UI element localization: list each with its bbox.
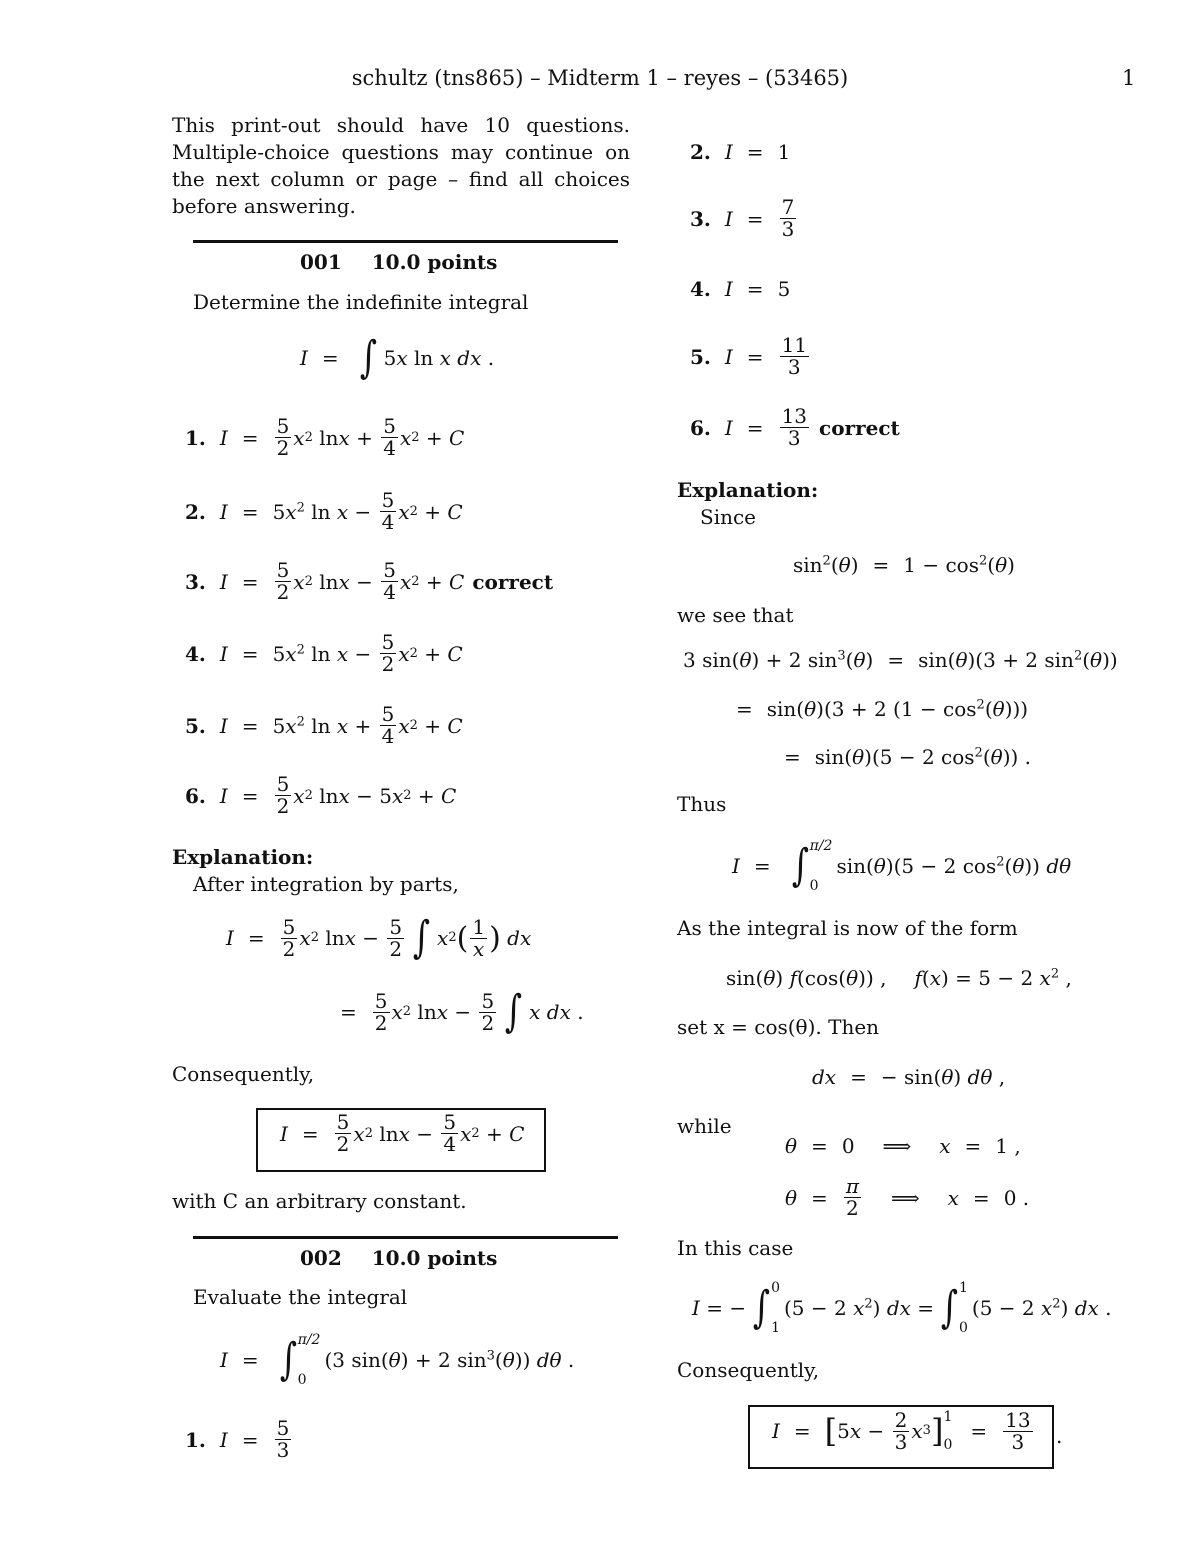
q1-prompt: Determine the indefinite integral xyxy=(193,290,529,314)
q2-number: 002 xyxy=(300,1246,342,1270)
q2-choice-5: 5. I = $\frac{11}{3}$ xyxy=(690,333,808,379)
q2-choice-3: 3. I = $\frac{7}{3}$ xyxy=(690,195,795,241)
q1-boxed-answer: I = $\frac{5}{2}$ x 2 ln x − $\frac{5}{4}$ x 2 + C xyxy=(280,1110,525,1156)
q2-form: sin(θ) f(cos(θ)) , f(x) = 5 − 2 $x^2$ , xyxy=(726,966,1072,990)
q1-choice-1: 1. I = $\frac{5}{2}$ x 2 ln x + $\frac{5}{4}$ x 2 + C xyxy=(185,414,465,460)
q2-dx: dx = − sin(θ) dθ , xyxy=(812,1065,1006,1089)
q2-limit-1: θ = 0 ⟹ x = 1 , xyxy=(785,1134,1021,1158)
q2-derivation-1: 3 sin(θ) + 2 $\sin^3(\theta) = \sin(\theta)(3 + 2$ $\sin^2(\theta)$) xyxy=(683,648,1118,672)
q2-choice-1: 1. I = $\frac{5}{3}$ xyxy=(185,1416,290,1462)
q1-parts-step-1: I = $\frac{5}{2}$ x 2 ln x − $\frac{5}{2}$ ∫ x 2 ( $\frac{1}{x}$ ) dx xyxy=(226,912,532,963)
q1-integral: I = ∫ 5x ln x dx . xyxy=(300,332,495,383)
q2-points: 10.0 points xyxy=(371,1246,498,1270)
q2-since: Since xyxy=(700,505,757,529)
q2-choice-2: 2. I = 1 xyxy=(690,140,791,164)
q2-choice-6: 6. I = $\frac{13}{3}$ correct xyxy=(690,404,900,450)
q2-set-then: set x = cos(θ). Then xyxy=(677,1015,880,1039)
q2-integral: I = ∫ π/2 0 (3 sin(θ) + 2 $\sin^3(\theta)$) dθ . xyxy=(220,1332,575,1388)
q1-correct-marker: correct xyxy=(472,569,554,594)
q2-rewritten-integral: I = ∫ π/2 0 sin(θ)(5 − 2 $\cos^2(\theta)$) dθ xyxy=(732,838,1072,894)
question-divider xyxy=(193,240,618,243)
q2-explanation-title: Explanation: xyxy=(677,478,819,502)
q2-derivation-3: = sin(θ)(5 − 2 $\cos^2(\theta)$) . xyxy=(784,745,1032,769)
q1-choice-2: 2. I = $5x^2$ ln x − $\frac{5}{4}$ x 2 + C xyxy=(185,488,463,534)
q2-identity: $\sin^2(\theta) = 1 - \cos^2(\theta)$ xyxy=(793,553,1015,577)
q2-prompt: Evaluate the integral xyxy=(193,1285,408,1309)
q2-limit-2: θ = $\frac{\pi}{2}$ ⟹ x = 0 . xyxy=(785,1174,1030,1220)
q2-we-see-that: we see that xyxy=(677,603,794,627)
q1-closing: with C an arbitrary constant. xyxy=(172,1189,467,1213)
question-divider xyxy=(193,1236,618,1239)
q2-consequently: Consequently, xyxy=(677,1358,820,1382)
q2-boxed-period: . xyxy=(1056,1424,1063,1448)
page-number: 1 xyxy=(1122,66,1136,90)
q1-heading xyxy=(300,250,497,274)
q1-number: 001 xyxy=(300,250,342,274)
q1-choice-3: 3. I = $\frac{5}{2}$ x 2 ln x − $\frac{5}{4}$ x 2 + C correct xyxy=(185,558,554,604)
q1-choice-5: 5. I = $5x^2$ ln x + $\frac{5}{4}$ x 2 + C xyxy=(185,702,463,748)
q2-as-integral: As the integral is now of the form xyxy=(677,916,1018,940)
q1-explanation-intro: After integration by parts, xyxy=(193,872,459,896)
q1-points: 10.0 points xyxy=(371,250,498,274)
q1-explanation-title: Explanation: xyxy=(172,845,314,869)
q2-substituted: I = − ∫ 0 1 (5 − 2 $x^2$) dx = ∫ 1 0 (5 − 2 $x^2$) dx . xyxy=(692,1280,1112,1336)
q2-correct-marker: correct xyxy=(819,415,900,440)
q2-in-this-case: In this case xyxy=(677,1236,794,1260)
q2-derivation-2: = sin(θ)(3 + 2 $(1 - \cos^2(\theta))$) xyxy=(736,697,1029,721)
q2-boxed-answer: I = [ 5 x − $\frac{2}{3}$ x 3 ] 1 0 = $\frac{13}{3}$ xyxy=(772,1407,1031,1454)
q1-choice-6: 6. I = $\frac{5}{2}$ x 2 ln x − 5 x 2 + C xyxy=(185,772,457,818)
intro-text: This print-out should have 10 questions. Multiple-choice questions may continue on the next column or page – find all choices before answering. xyxy=(172,113,630,218)
page-header: schultz (tns865) – Midterm 1 – reyes – (53465) xyxy=(351,66,849,90)
q1-parts-step-2: = $\frac{5}{2}$ x 2 ln x − $\frac{5}{2}$ ∫ x dx . xyxy=(340,986,584,1037)
q1-consequently: Consequently, xyxy=(172,1062,315,1086)
q2-thus: Thus xyxy=(677,792,727,816)
q2-choice-4: 4. I = 5 xyxy=(690,277,791,301)
q2-heading xyxy=(300,1246,497,1270)
q2-while: while xyxy=(677,1114,732,1138)
q1-choice-4: 4. I = $5x^2$ ln x − $\frac{5}{2}$ x 2 + C xyxy=(185,630,463,676)
